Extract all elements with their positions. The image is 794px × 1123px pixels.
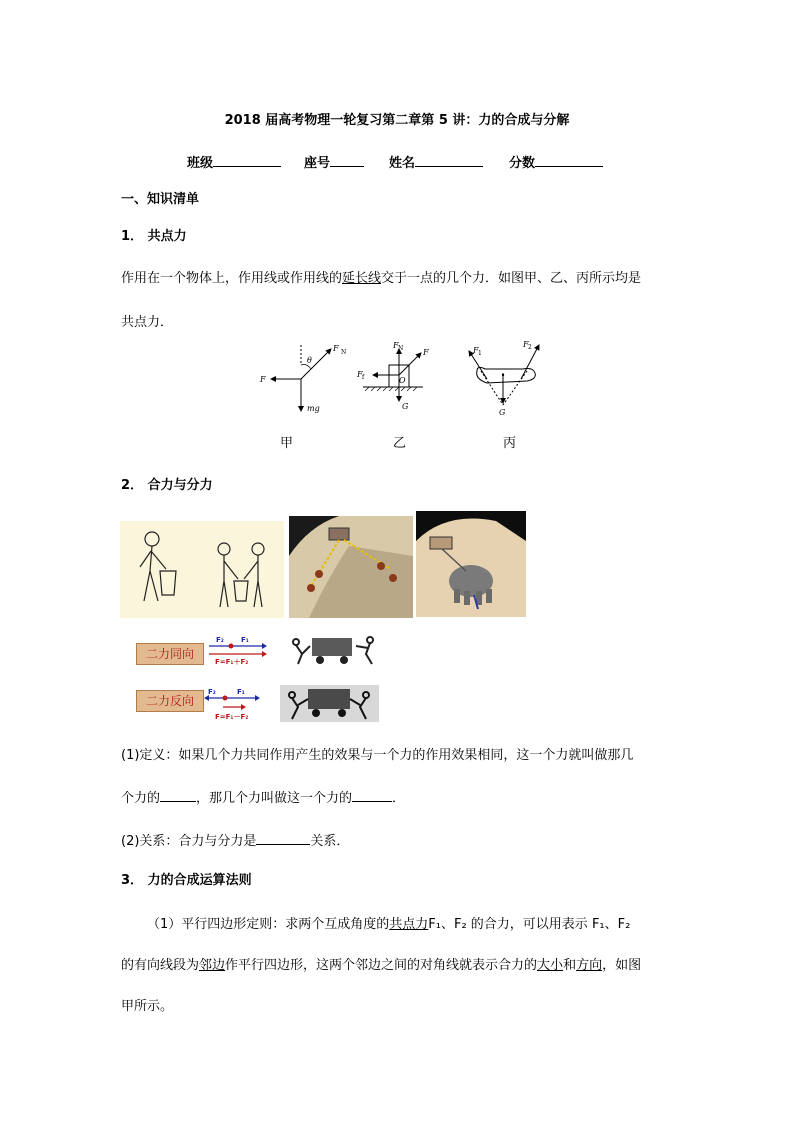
underlined-concurrent-force: 共点力 [389,917,429,932]
blank-component[interactable] [352,789,392,802]
parallelogram-line-3: 甲所示。 [121,999,174,1014]
svg-text:F: F [393,341,399,350]
theta-label: θ [307,356,312,365]
svg-text:F₁: F₁ [237,688,245,696]
underlined-adjacent-sides: 邻边 [199,958,226,973]
svg-text:F: F [473,346,479,355]
mg-label: mg [307,404,320,413]
svg-text:f: f [362,374,365,381]
diagram-yi [356,341,429,411]
caption-bing: 丙 [503,436,517,451]
photo-elephant-pulling [416,511,526,617]
name-label: 姓名 [389,156,416,171]
svg-text:F: F [357,370,363,379]
page-title: 2018 届高考物理一轮复习第二章第 5 讲：力的合成与分解 [224,113,570,128]
fn-label: F [333,344,339,353]
seat-field [304,152,364,171]
photo-opposing-push-cart [280,685,379,722]
relation-line: (2)关系：合力与分力是 关系． [121,834,350,849]
underlined-direction: 方向 [576,958,603,973]
svg-text:F=F₁＋F₂: F=F₁＋F₂ [215,658,249,666]
definition-line-1: (1)定义：如果几个力共同作用产生的效果与一个力的作用效果相同，这一个力就叫做那几 [121,748,634,763]
underlined-magnitude: 大小 [537,958,564,973]
class-label: 班级 [187,156,214,171]
tag-same-direction: 二力同向 [136,643,204,665]
parallelogram-line-2: 的有向线段为邻边作平行四边形，这两个邻边之间的对角线就表示合力的大小和方向，如图 [121,958,642,973]
section-heading-knowledge: 一、知识清单 [121,192,200,207]
blank-resultant[interactable] [160,789,196,802]
paragraph-concurrent-force: 作用在一个物体上，作用线或作用线的延长线交于一点的几个力．如图甲、乙、丙所示均是 [121,271,642,286]
svg-text:F: F [523,340,529,349]
diagram-jia [259,344,346,413]
class-field [187,152,281,171]
svg-text:N: N [341,349,347,356]
diagram-opposite-direction [203,685,263,723]
svg-text:O: O [399,376,406,385]
underlined-extension-line: 延长线 [342,271,382,286]
name-blank[interactable] [415,154,483,167]
score-label: 分数 [509,156,536,171]
parallelogram-line-1: （1）平行四边形定则：求两个互成角度的共点力F₁、F₂ 的合力，可以用表示 F₁、F₂ [147,917,631,932]
svg-text:F₂: F₂ [216,636,224,644]
definition-line-2: 个力的 ，那几个力叫做这一个力的 ． [121,791,406,806]
svg-text:1: 1 [478,350,482,357]
score-field [509,152,603,171]
paragraph-concurrent-force-end: 共点力． [121,315,174,330]
concurrent-force-diagrams [255,335,545,420]
f-label: F [260,375,266,384]
photo-pulling-boat [289,516,413,618]
diagram-bing [469,340,539,417]
photo-push-pull-cart [282,632,381,668]
svg-text:2: 2 [528,344,532,351]
heading-resultant-force: 2． 合力与分力 [121,478,213,493]
caption-yi: 乙 [393,436,407,451]
svg-text:F=F₁－F₂: F=F₁－F₂ [215,713,249,721]
svg-text:G: G [402,402,409,411]
class-blank[interactable] [213,154,281,167]
svg-text:G: G [499,408,506,417]
name-field [389,152,483,171]
svg-text:F₁: F₁ [241,636,249,644]
caption-jia: 甲 [280,436,294,451]
heading-composition-rule: 3． 力的合成运算法则 [121,873,252,888]
seat-label: 座号 [304,156,331,171]
tag-opposite-direction: 二力反向 [136,690,204,712]
svg-text:F₂: F₂ [208,688,216,696]
score-blank[interactable] [535,154,603,167]
diagram-same-direction [207,633,267,669]
photo-carrying-bucket [120,521,284,618]
svg-text:N: N [398,345,404,352]
seat-blank[interactable] [330,154,364,167]
heading-concurrent-force: 1． 共点力 [121,229,187,244]
blank-relation[interactable] [256,832,310,845]
svg-text:F: F [423,348,429,357]
